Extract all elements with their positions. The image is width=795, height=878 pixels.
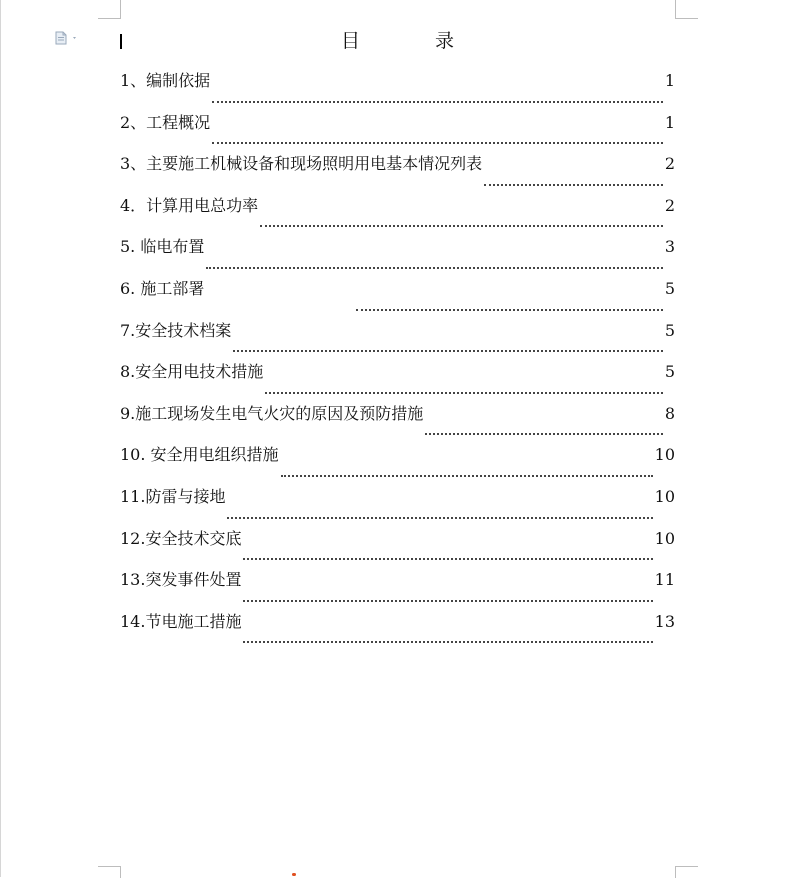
toc-leader-dots: [484, 164, 663, 186]
toc-entry[interactable]: [120, 111, 675, 153]
toc-entry-page-number: 10: [654, 528, 675, 548]
toc-entry-label: 4．计算用电总功率: [120, 195, 259, 215]
toc-entry-page-number: 5: [664, 278, 675, 298]
corner-mark-top-right: [675, 0, 698, 19]
toc-entry[interactable]: [120, 610, 675, 652]
toc-entry[interactable]: [120, 568, 675, 610]
toc-entry-label: 1、编制依据: [120, 71, 211, 90]
toc-entry[interactable]: [120, 360, 675, 402]
toc-leader-dots: [265, 372, 663, 394]
toc-leader-dots: [227, 497, 652, 519]
toc-leader-dots: [243, 580, 652, 602]
toc-entry-label: 9.施工现场发生电气火灾的原因及预防措施: [120, 403, 424, 423]
page-edge: [0, 0, 1, 877]
toc-leader-dots: [281, 455, 653, 477]
toc-entry-label: 5. 临电布置: [120, 237, 205, 257]
toc-leader-dots: [206, 247, 662, 269]
toc-entry-page-number: 2: [664, 195, 675, 215]
toc-leader-dots: [212, 122, 663, 144]
toc-title: 目 录: [340, 30, 482, 52]
toc-leader-dots: [233, 330, 663, 352]
toc-leader-dots: [243, 621, 652, 643]
toc-entry-page-number: 3: [664, 237, 675, 257]
toc-entry-page-number: 5: [664, 362, 675, 382]
toc-leader-dots: [260, 205, 663, 227]
toc-entry-page-number: 1: [664, 112, 675, 132]
toc-entry[interactable]: [120, 277, 675, 319]
toc-entry-page-number: 8: [664, 403, 675, 423]
toc-entry-label: 11.防雷与接地: [120, 486, 226, 506]
toc-entry-page-number: 5: [664, 320, 675, 340]
toc-leader-dots: [356, 289, 662, 311]
corner-mark-bottom-left: [98, 866, 121, 878]
toc-entry-label: 13.突发事件处置: [120, 570, 242, 590]
toc-entry-label: 6. 施工部署: [120, 278, 205, 298]
toc-leader-dots: [212, 81, 663, 103]
toc-list: [120, 69, 675, 651]
toc-entry-label: 3、主要施工机械设备和现场照明用电基本情况列表: [120, 154, 483, 174]
corner-mark-bottom-right: [675, 866, 698, 878]
toc-entry-label: 14.节电施工措施: [120, 611, 242, 631]
toc-entry-page-number: 10: [654, 445, 675, 465]
toc-entry-label: 7.安全技术档案: [120, 320, 232, 340]
toc-entry[interactable]: [120, 194, 675, 236]
toc-entry-label: 2、工程概况: [120, 112, 211, 132]
toc-entry-label: 8.安全用电技术措施: [120, 362, 264, 382]
toc-entry[interactable]: [120, 485, 675, 527]
toc-entry[interactable]: [120, 319, 675, 361]
toc-entry[interactable]: [120, 443, 675, 485]
toc-entry-page-number: 11: [654, 570, 675, 590]
toc-entry-page-number: 10: [654, 486, 675, 506]
bottom-marker: [292, 873, 296, 876]
toc-entry[interactable]: [120, 527, 675, 569]
toc-entry[interactable]: [120, 402, 675, 444]
toc-entry[interactable]: [120, 152, 675, 194]
toc-entry-page-number: 1: [664, 71, 675, 90]
toc-entry[interactable]: [120, 69, 675, 111]
toc-leader-dots: [243, 538, 652, 560]
toc-leader-dots: [425, 413, 663, 435]
toc-entry-label: 10. 安全用电组织措施: [120, 445, 279, 465]
toc-entry-page-number: 2: [664, 154, 675, 174]
toc-entry-label: 12.安全技术交底: [120, 528, 242, 548]
corner-mark-top-left: [98, 0, 121, 19]
toc-entry-page-number: 13: [654, 611, 675, 631]
toc-entry[interactable]: [120, 235, 675, 277]
